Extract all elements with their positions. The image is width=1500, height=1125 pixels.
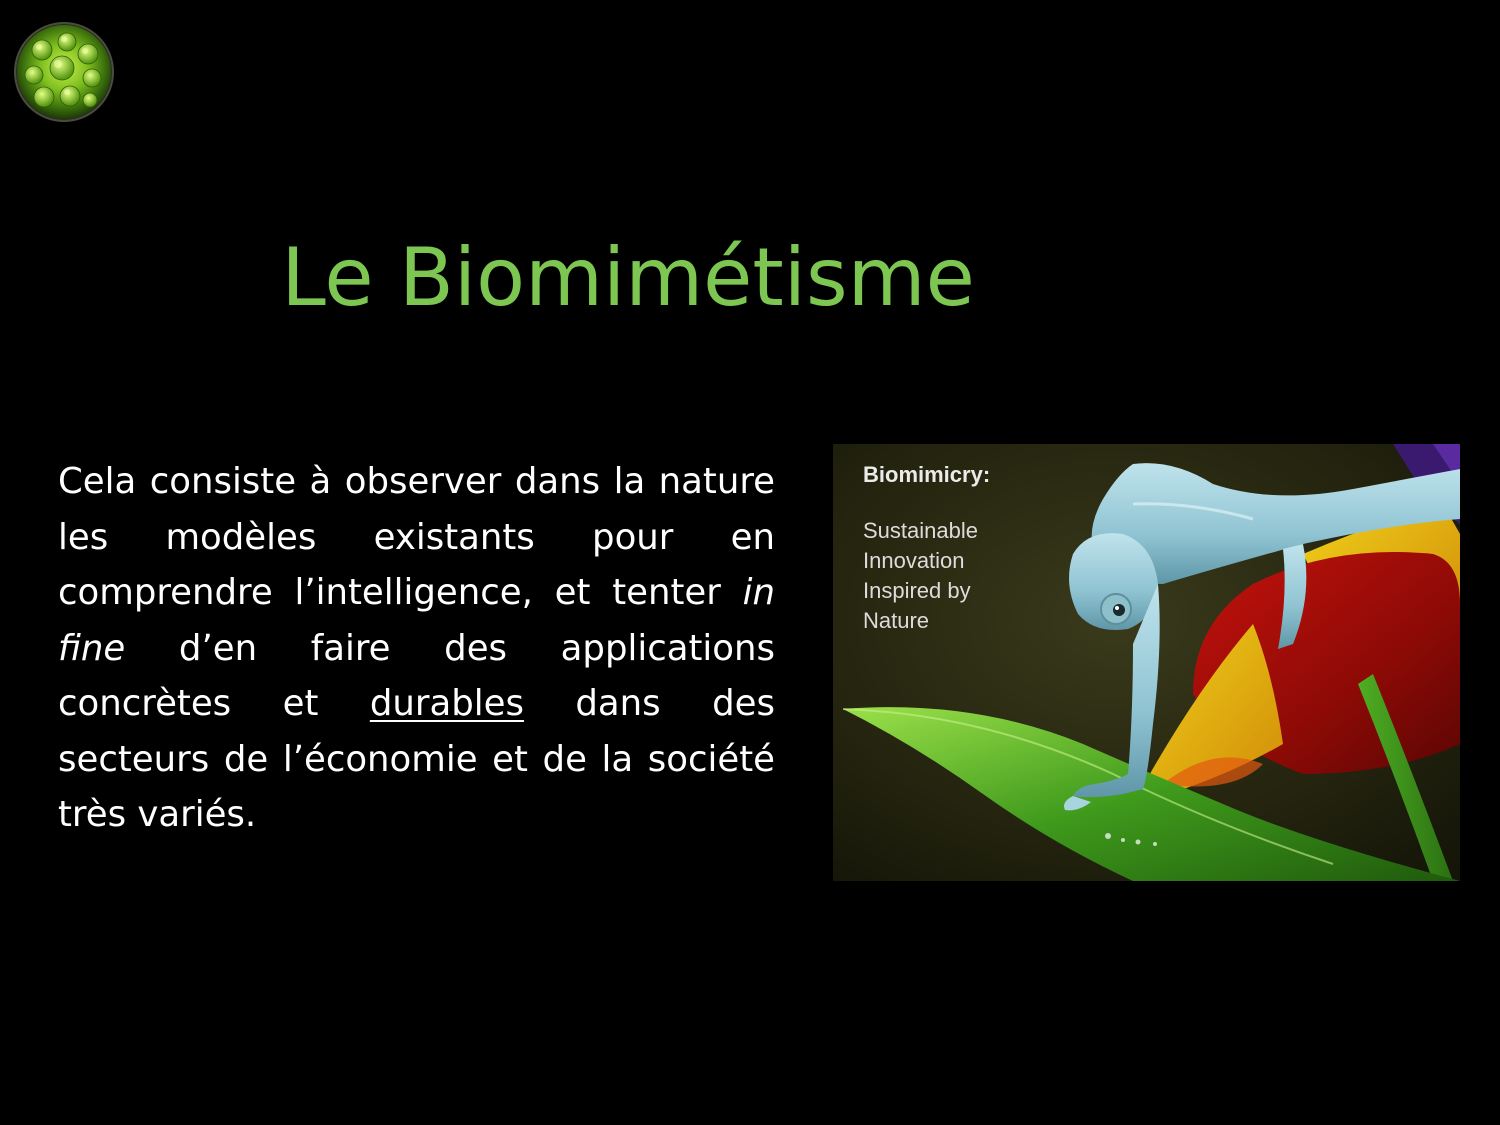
body-text-italic: in fine xyxy=(58,572,775,669)
picture-tagline: Sustainable Innovation Inspired by Nature xyxy=(863,518,978,633)
body-text-underlined: durables xyxy=(369,683,524,724)
romanesco-logo-icon xyxy=(12,20,116,124)
picture-heading: Biomimicry: xyxy=(863,462,991,487)
picture-caption xyxy=(863,462,1033,636)
chameleon-on-flower-image xyxy=(833,444,1460,881)
body-text-part: dans des secteurs de l’économie et de la société très variés. xyxy=(58,683,775,835)
body-text-part: d’en faire des applications concrètes et xyxy=(58,627,775,724)
body-paragraph xyxy=(58,454,775,843)
slide-title: Le Biomimétisme xyxy=(281,231,975,324)
body-text-part: Cela consiste à observer dans la nature les modèles existants pour en comprendre l’intelligence, et tenter xyxy=(58,461,775,613)
